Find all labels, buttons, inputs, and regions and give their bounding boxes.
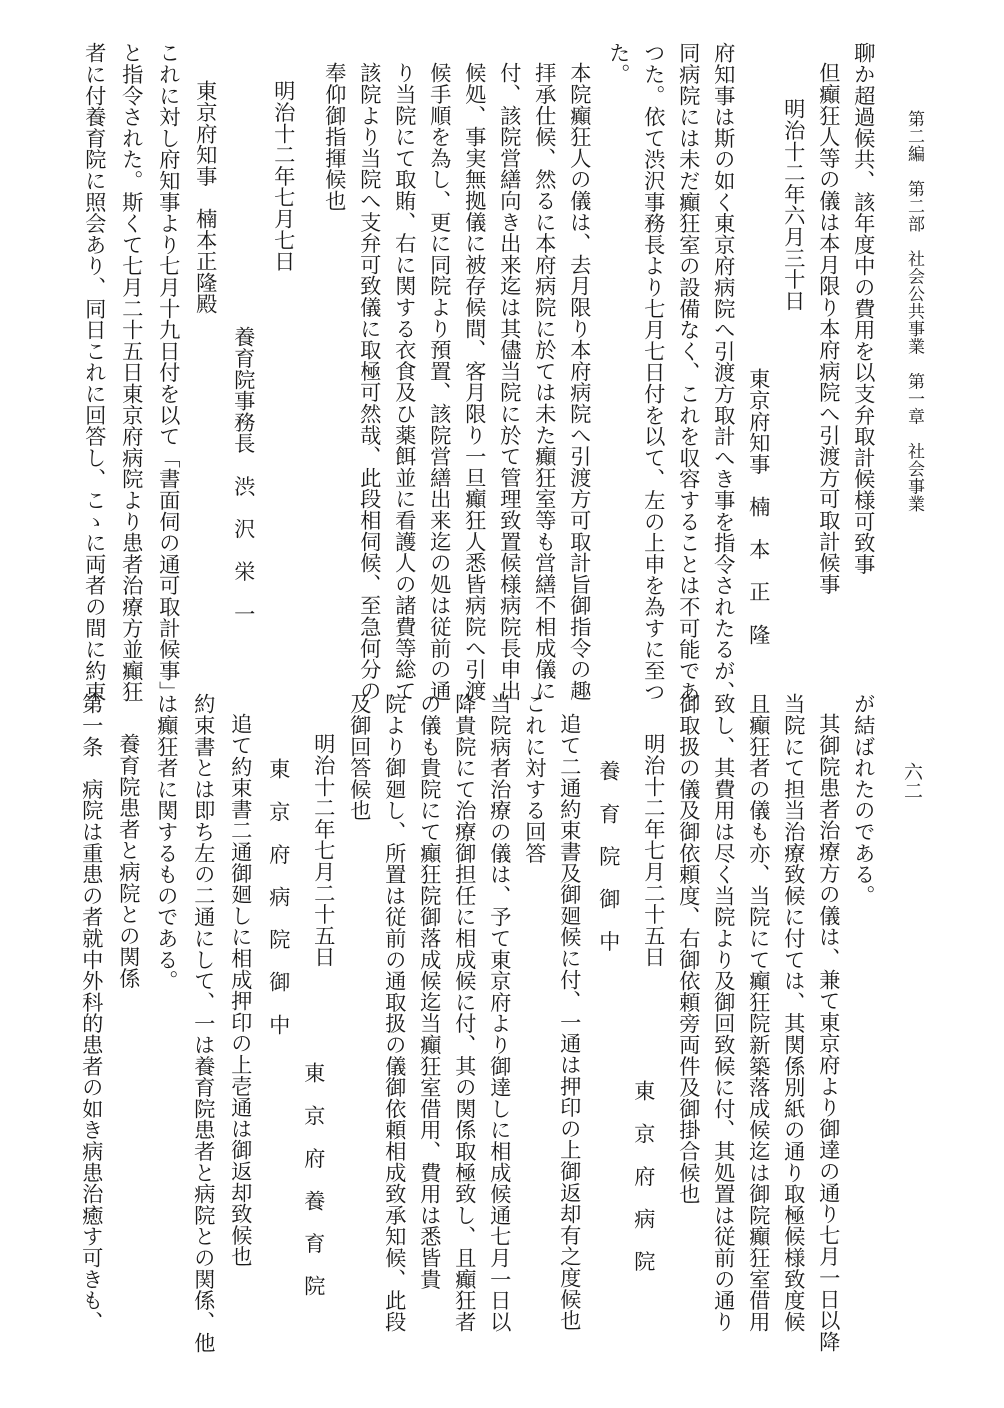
- date-line: 明治十二年七月二十五日: [640, 733, 666, 968]
- text-line: た。: [605, 42, 631, 85]
- text-line: これに対する回答: [521, 693, 547, 864]
- text-line: これに対し府知事より七月十九日付を以て「書面伺の通可取計候事」: [155, 42, 181, 703]
- text-line: 府知事は斯の如く東京府病院へ引渡方取計へき事を指令されたるが、: [710, 42, 736, 703]
- addressee-line: 養 育 院 御 中: [595, 760, 621, 952]
- addressee-line: 東 京 府 病 院 御 中: [265, 758, 291, 1035]
- text-line: 同病院には未だ癲狂室の設備なく、これを収容することは不可能であ: [675, 42, 701, 703]
- text-line: 当院病者治療の儀は、予て東京府より御達しに相成候通七月一日以: [486, 693, 512, 1332]
- text-line: つた。依て渋沢事務長より七月七日付を以て、左の上申を為すに至つ: [640, 42, 666, 703]
- text-line: 候手順を為し、更に同院より預置、該院営繕出来迄の処は従前の通: [426, 62, 452, 701]
- text-line: 其御院患者治療方の儀は、兼て東京府より御達の通り七月一日以降: [815, 713, 841, 1352]
- text-line: 該院より当院へ支弁可致儀に取極可然哉、此段相伺候、至急何分の: [356, 62, 382, 701]
- text-line: り当院にて取賄、右に関する衣食及ひ薬餌並に看護人の諸費等総て: [391, 62, 417, 701]
- text-line: 及御回答候也: [346, 693, 372, 821]
- text-line: 候処、事実無拠儀に被存候間、客月限り一旦癲狂人悉皆病院へ引渡: [461, 62, 487, 701]
- date-line: 明治十二年七月二十五日: [310, 733, 336, 968]
- text-line: が結ばれたのである。: [850, 693, 876, 906]
- text-line: と指令された。斯くて七月二十五日東京府病院より患者治療方並癲狂: [118, 42, 144, 703]
- text-line: 付、該院営繕向き出来迄は其儘当院に於て管理致置候様病院長申出: [496, 62, 522, 701]
- page-number: 六二: [901, 762, 923, 800]
- text-line: 且癲狂者の儀も亦、当院にて癲狂院新築落成候迄は御院癲狂室借用: [745, 693, 771, 1332]
- text-line: 院より御廻し、所置は従前の通取扱の儀御依頼相成致承知候、此段: [381, 693, 407, 1332]
- text-line: 奉仰御指揮候也: [321, 62, 347, 212]
- addressee-line: 東京府知事 楠本正隆殿: [192, 80, 218, 315]
- text-line: の儀も貴院にて癲狂院御落成候迄当癲狂室借用、費用は悉皆貴: [416, 693, 442, 1290]
- signature-line: 養育院事務長 渋 沢 栄 一: [230, 326, 256, 625]
- article-line: 第一条 病院は重患の者就中外科的患者の如き病患治癒す可きも、: [78, 693, 104, 1332]
- signature-line: 東 京 府 養 育 院: [300, 1062, 326, 1297]
- text-line: 拝承仕候、然るに本府病院に於ては未た癲狂室等も営繕不相成儀に: [531, 62, 557, 701]
- text-line: 約束書とは即ち左の二通にして、一は養育院患者と病院との関係、他: [190, 693, 216, 1354]
- running-title: 第二編 第二部 社会公共事業 第一章 社会事業: [904, 110, 924, 513]
- section-heading: 養育院患者と病院との関係: [115, 733, 141, 989]
- signature-line: 東 京 府 病 院: [630, 1080, 656, 1272]
- text-line: 追て約束書二通御廻しに相成押印の上壱通は御返却致候也: [227, 713, 253, 1267]
- text-line: 当院にて担当治療致候に付ては、其関係別紙の通り取極候様致度候: [780, 693, 806, 1332]
- text-line: 御取扱の儀及御依頼度、右御依頼旁両件及御掛合候也: [675, 693, 701, 1205]
- date-line: 明治十二年七月七日: [270, 80, 296, 272]
- signature-line: 東京府知事 楠 本 正 隆: [745, 368, 771, 645]
- text-line: 降貴院にて治療御担任に相成候に付、其の関係取極致し、且癲狂者: [451, 693, 477, 1332]
- text-line: 本院癲狂人の儀は、去月限り本府病院へ引渡方可取計旨御指令の趣: [566, 62, 592, 701]
- text-line: 致し、其費用は尽く当院より及御回致候に付、其処置は従前の通り: [710, 693, 736, 1332]
- text-line: 明治十二年六月三十日: [780, 98, 806, 311]
- text-line: 聊か超過候共、該年度中の費用を以支弁取計候様可致事: [850, 42, 876, 575]
- text-line: は癲狂者に関するものである。: [153, 693, 179, 992]
- text-line: 追て二通約束書及御廻候に付、一通は押印の上御返却有之度候也: [556, 713, 582, 1331]
- text-line: 但癲狂人等の儀は本月限り本府病院へ引渡方可取計候事: [815, 62, 841, 595]
- text-line: 者に付養育院に照会あり、同日これに回答し、こゝに両者の間に約束: [81, 42, 107, 703]
